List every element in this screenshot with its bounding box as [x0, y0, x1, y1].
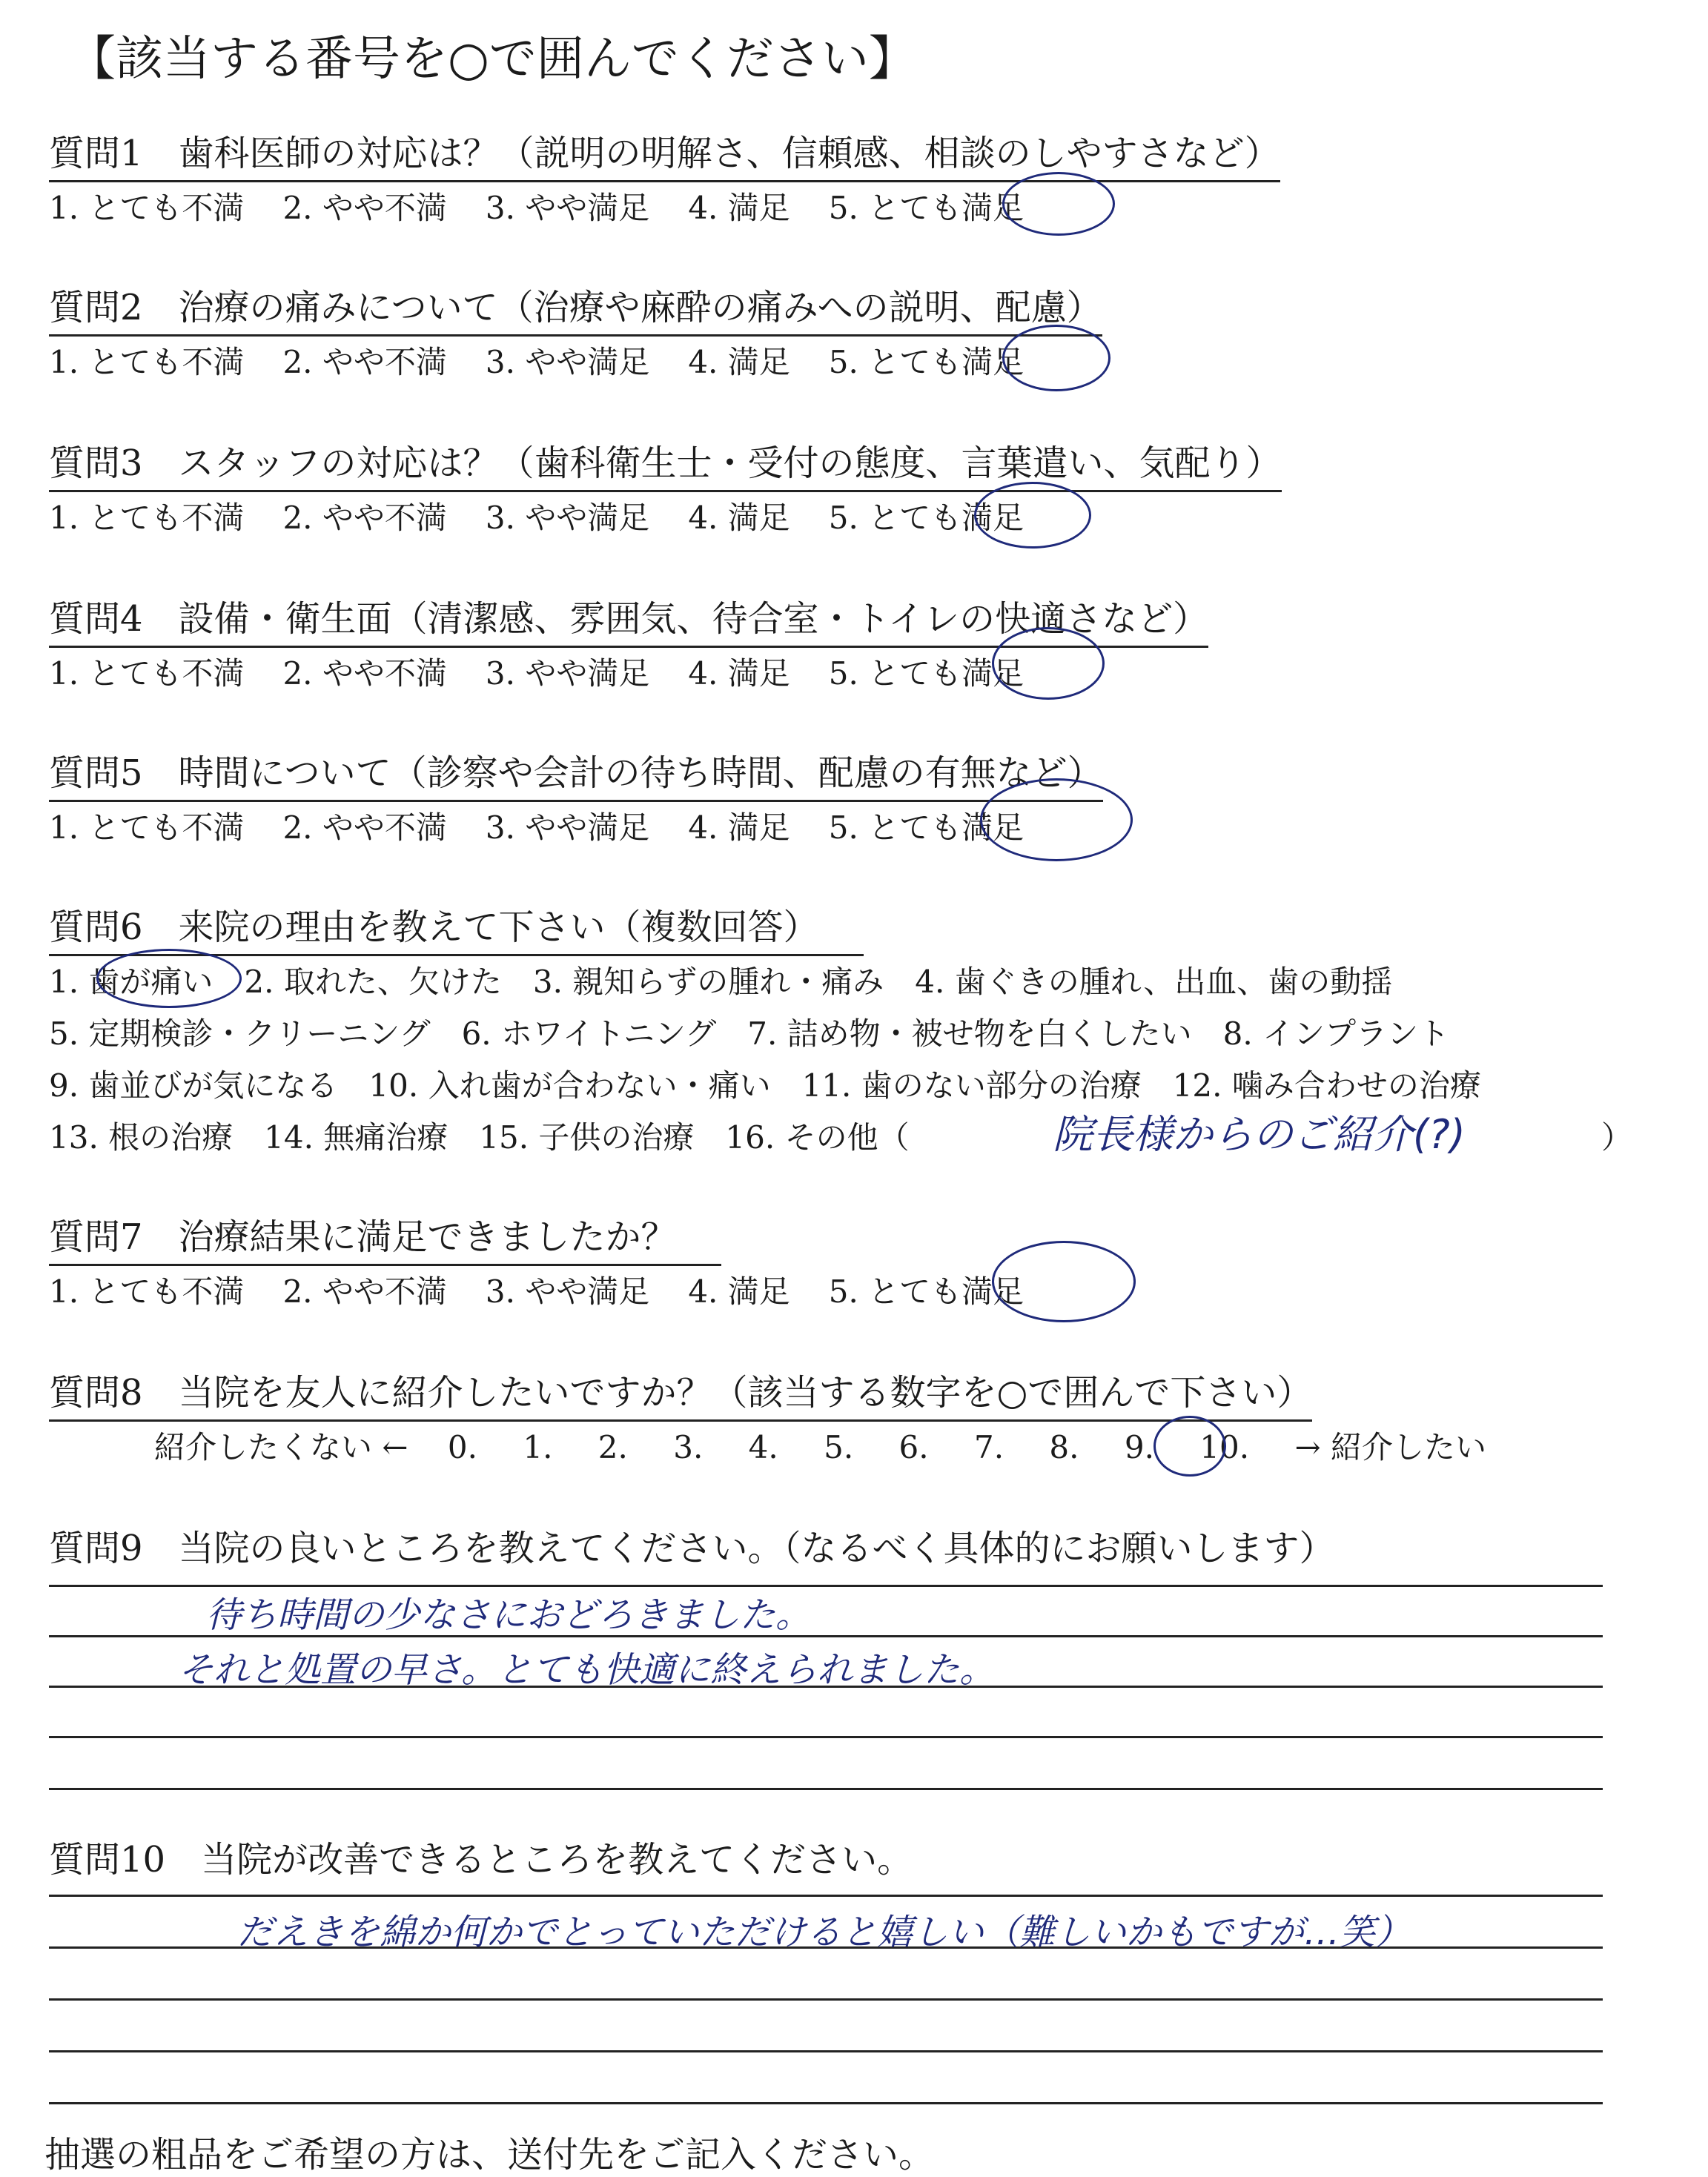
scale-7[interactable]: 7. [973, 1429, 1004, 1465]
option-5[interactable]: 5. とても満足 [828, 344, 1025, 380]
q9-answer-line-4 [49, 1736, 1603, 1738]
question-5-heading: 質問5 時間について（診察や会計の待ち時間、配慮の有無など） [49, 744, 1103, 802]
question-5-options [49, 803, 1062, 848]
q10-answer-line-1 [49, 1895, 1603, 1897]
q6-options-line-3[interactable]: 9. 歯並びが気になる 10. 入れ歯が合わない・痛い 11. 歯のない部分の治療 12. 噛み合わせの治療 [49, 1067, 1481, 1104]
q9-handwritten-answer-1: 待ち時間の少なさにおどろきました。 [206, 1594, 812, 1636]
q5-selection-circle [980, 778, 1133, 861]
q10-answer-line-5 [49, 2102, 1603, 2104]
question-3-options [49, 494, 1062, 538]
q6-options-line-1[interactable]: 1. 歯が痛い 2. 取れた、欠けた 3. 親知らずの腫れ・痛み 4. 歯ぐきの腫れ、出血、歯の動揺 [49, 964, 1393, 1000]
scale-0[interactable]: 0. [447, 1429, 477, 1465]
option-1[interactable]: 1. とても不満 [49, 344, 245, 380]
q10-handwritten-answer-1: だえきを綿か何かでとっていただけると嬉しい（難しいかもですが…笑） [237, 1912, 1411, 1953]
option-5[interactable]: 5. とても満足 [828, 809, 1025, 846]
scale-1[interactable]: 1. [523, 1429, 553, 1465]
question-2-options [49, 338, 1062, 382]
question-7-options [49, 1268, 1062, 1312]
option-3[interactable]: 3. やや満足 [485, 190, 650, 226]
scale-8[interactable]: 8. [1049, 1429, 1079, 1465]
question-1-options [49, 184, 1062, 228]
q8-selection-circle [1153, 1416, 1226, 1477]
survey-title: 【該当する番号を○で囲んでください】 [68, 32, 916, 87]
question-9-heading: 質問9 当院の良いところを教えてください。（なるべく具体的にお願いします） [49, 1528, 1335, 1569]
option-1[interactable]: 1. とても不満 [49, 1273, 245, 1310]
option-3[interactable]: 3. やや満足 [485, 655, 650, 692]
option-4[interactable]: 4. 満足 [688, 655, 790, 692]
option-2[interactable]: 2. やや不満 [282, 500, 447, 536]
q6-options-line-4[interactable]: 13. 根の治療 14. 無痛治療 15. 子供の治療 16. その他（ [49, 1119, 910, 1156]
q6-options-line-2[interactable]: 5. 定期検診・クリーニング 6. ホワイトニング 7. 詰め物・被せ物を白くしたい 8. インプラント [49, 1015, 1450, 1052]
question-7-heading: 質問7 治療結果に満足できましたか？ [49, 1208, 721, 1266]
question-4-heading: 質問4 設備・衛生面（清潔感、雰囲気、待合室・トイレの快適さなど） [49, 590, 1208, 648]
option-4[interactable]: 4. 満足 [688, 500, 790, 536]
question-8-heading: 質問8 当院を友人に紹介したいですか？（該当する数字を○で囲んで下さい） [49, 1364, 1312, 1422]
q10-answer-line-3 [49, 1998, 1603, 2001]
question-1-heading: 質問1 歯科医師の対応は？（説明の明解さ、信頼感、相談のしやすさなど） [49, 125, 1280, 182]
option-5[interactable]: 5. とても満足 [828, 190, 1025, 226]
q6-selection-circle [96, 949, 242, 1008]
option-4[interactable]: 4. 満足 [688, 1273, 790, 1310]
option-4[interactable]: 4. 満足 [688, 190, 790, 226]
q1-selection-circle [1002, 172, 1115, 236]
option-3[interactable]: 3. やや満足 [485, 809, 650, 846]
option-2[interactable]: 2. やや不満 [282, 655, 447, 692]
q9-answer-line-5 [49, 1788, 1603, 1790]
q8-right-label: → 紹介したい [1294, 1429, 1486, 1465]
q8-left-label: 紹介したくない ← [154, 1429, 408, 1465]
option-5[interactable]: 5. とても満足 [828, 1273, 1025, 1310]
question-3-heading: 質問3 スタッフの対応は？（歯科衛生士・受付の態度、言葉遣い、気配り） [49, 434, 1282, 492]
option-5[interactable]: 5. とても満足 [828, 500, 1025, 536]
scale-4[interactable]: 4. [748, 1429, 778, 1465]
q4-selection-circle [992, 627, 1105, 700]
q9-handwritten-answer-2: それと処置の早さ。とても快適に終えられました。 [178, 1649, 996, 1691]
q7-selection-circle [992, 1241, 1136, 1322]
option-4[interactable]: 4. 満足 [688, 344, 790, 380]
scale-2[interactable]: 2. [598, 1429, 628, 1465]
option-2[interactable]: 2. やや不満 [282, 809, 447, 846]
question-2-heading: 質問2 治療の痛みについて（治療や麻酔の痛みへの説明、配慮） [49, 279, 1102, 337]
option-3[interactable]: 3. やや満足 [485, 1273, 650, 1310]
scale-6[interactable]: 6. [898, 1429, 929, 1465]
q8-scale-row [154, 1423, 1525, 1468]
scale-9[interactable]: 9. [1124, 1429, 1154, 1465]
option-3[interactable]: 3. やや満足 [485, 344, 650, 380]
q6-other-close-paren: ） [1601, 1119, 1633, 1156]
q6-other-handwritten-answer: 院長様からのご紹介(?) [1053, 1111, 1466, 1158]
q10-answer-line-4 [49, 2050, 1603, 2052]
scale-5[interactable]: 5. [824, 1429, 854, 1465]
question-10-heading: 質問10 当院が改善できるところを教えてください。 [49, 1839, 913, 1881]
scale-10[interactable]: 10. [1199, 1429, 1250, 1465]
scale-3[interactable]: 3. [673, 1429, 704, 1465]
q3-selection-circle [974, 482, 1091, 549]
option-1[interactable]: 1. とても不満 [49, 190, 245, 226]
option-3[interactable]: 3. やや満足 [485, 500, 650, 536]
option-1[interactable]: 1. とても不満 [49, 500, 245, 536]
option-5[interactable]: 5. とても満足 [828, 655, 1025, 692]
question-4-options [49, 649, 1062, 694]
option-2[interactable]: 2. やや不満 [282, 1273, 447, 1310]
option-1[interactable]: 1. とても不満 [49, 809, 245, 846]
footer-note: 抽選の粗品をご希望の方は、送付先をご記入ください。 [44, 2134, 935, 2176]
option-2[interactable]: 2. やや不満 [282, 190, 447, 226]
option-1[interactable]: 1. とても不満 [49, 655, 245, 692]
option-4[interactable]: 4. 満足 [688, 809, 790, 846]
question-6-heading: 質問6 来院の理由を教えて下さい（複数回答） [49, 898, 864, 956]
option-2[interactable]: 2. やや不満 [282, 344, 447, 380]
q2-selection-circle [1002, 325, 1110, 391]
